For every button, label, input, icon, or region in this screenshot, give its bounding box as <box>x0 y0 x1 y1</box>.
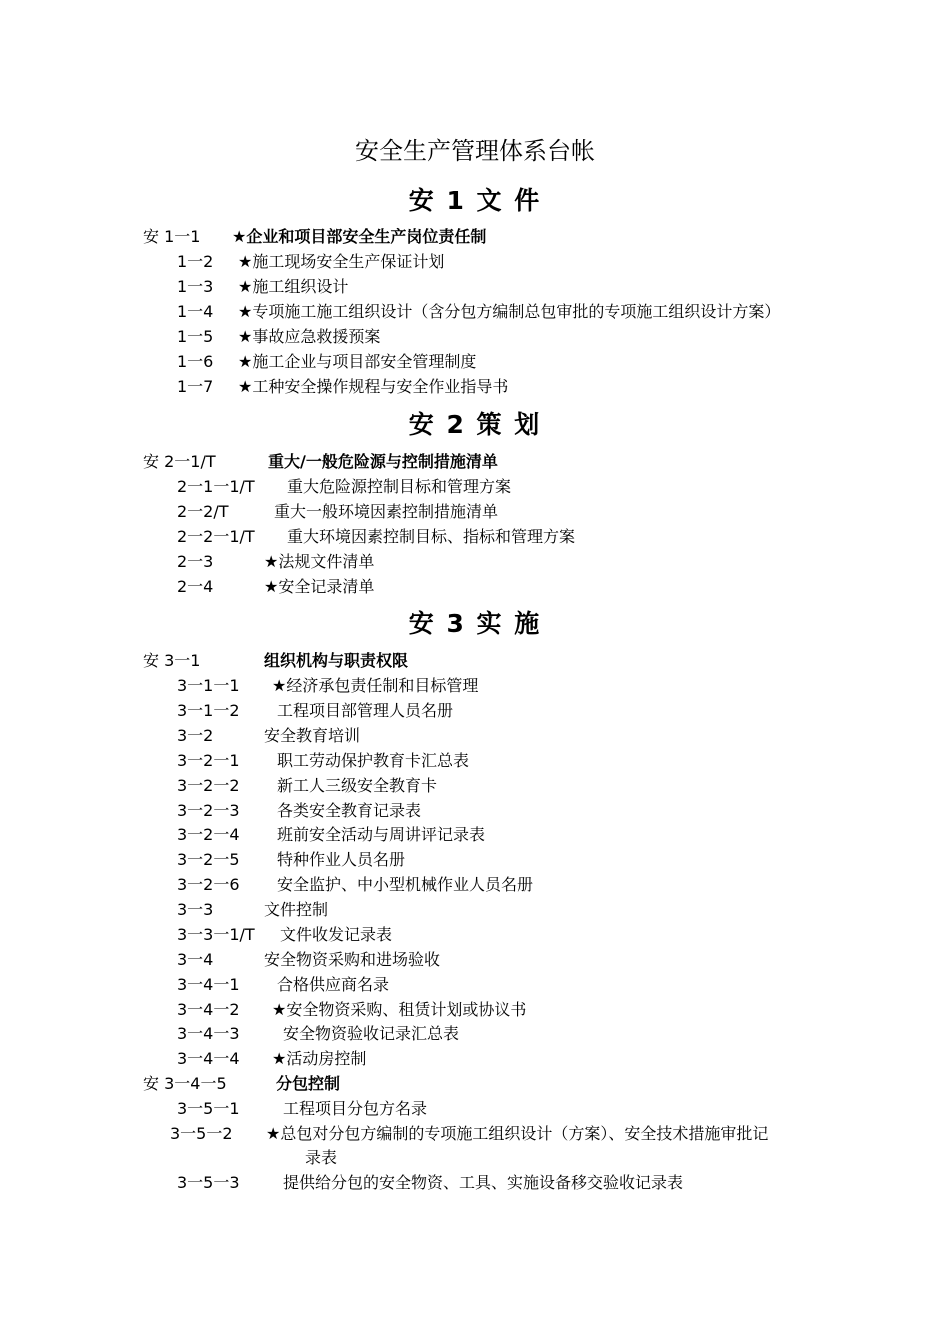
item-text: 安全教育培训 <box>264 726 361 745</box>
item-text: ★企业和项目部安全生产岗位责任制 <box>232 227 487 246</box>
item-code: 3一4 <box>177 950 214 969</box>
item-text: 文件收发记录表 <box>280 925 393 944</box>
item-code: 1一4 <box>177 302 214 321</box>
item-code: 2一2一1/T <box>177 527 255 546</box>
item-code: 安 3一4一5 <box>143 1074 227 1093</box>
section-heading-1: 安 1 文 件 <box>408 186 542 215</box>
item-text: 安全物资采购和进场验收 <box>264 950 441 969</box>
item-text: 分包控制 <box>276 1074 341 1093</box>
item-code: 2一2/T <box>177 502 229 521</box>
item-code: 1一3 <box>177 277 214 296</box>
item-code: 3一2一5 <box>177 850 240 869</box>
item-text: 文件控制 <box>264 900 329 919</box>
item-text: ★工种安全操作规程与安全作业指导书 <box>238 377 509 396</box>
item-text: 特种作业人员名册 <box>277 850 406 869</box>
item-code: 3一2一4 <box>177 825 240 844</box>
section-heading-3: 安 3 实 施 <box>408 609 542 638</box>
item-text: ★施工组织设计 <box>238 277 349 296</box>
item-code: 安 1一1 <box>143 227 201 246</box>
item-code: 2一1一1/T <box>177 477 255 496</box>
item-code: 1一2 <box>177 252 214 271</box>
item-code: 3一4一4 <box>177 1049 240 1068</box>
item-text: ★法规文件清单 <box>264 552 375 571</box>
section-heading-2: 安 2 策 划 <box>408 410 542 439</box>
item-text: 新工人三级安全教育卡 <box>277 776 438 795</box>
item-text: 安全监护、中小型机械作业人员名册 <box>277 875 534 894</box>
item-text: ★安全物资采购、租赁计划或协议书 <box>272 1000 527 1019</box>
item-text: 重大一般环境因素控制措施清单 <box>274 502 499 521</box>
item-text: 合格供应商名录 <box>277 975 390 994</box>
item-code: 1一7 <box>177 377 214 396</box>
item-text: ★总包对分包方编制的专项施工组织设计（方案）、安全技术措施审批记 <box>266 1124 769 1143</box>
item-text: 工程项目分包方名录 <box>283 1099 428 1118</box>
item-text: ★专项施工施工组织设计（含分包方编制总包审批的专项施工组织设计方案） <box>238 302 781 321</box>
item-text: 提供给分包的安全物资、工具、实施设备移交验收记录表 <box>283 1173 684 1192</box>
item-code: 3一2一2 <box>177 776 240 795</box>
item-code: 3一4一3 <box>177 1024 240 1043</box>
item-text: 班前安全活动与周讲评记录表 <box>277 825 486 844</box>
item-code: 安 2一1/T <box>143 452 216 471</box>
item-code: 3一1一1 <box>177 676 240 695</box>
item-text: 组织机构与职责权限 <box>264 651 409 670</box>
item-code: 1一6 <box>177 352 214 371</box>
item-text: ★安全记录清单 <box>264 577 375 596</box>
item-code: 3一2 <box>177 726 214 745</box>
item-code: 3一2一1 <box>177 751 240 770</box>
item-text-continuation: 录表 <box>305 1148 338 1167</box>
item-text: 安全物资验收记录汇总表 <box>283 1024 460 1043</box>
document-title: 安全生产管理体系台帐 <box>355 137 595 165</box>
item-text: ★事故应急救援预案 <box>238 327 381 346</box>
item-code: 3一3一1/T <box>177 925 255 944</box>
item-code: 安 3一1 <box>143 651 201 670</box>
item-code: 3一2一3 <box>177 801 240 820</box>
item-code: 3一5一2 <box>170 1124 233 1143</box>
item-text: ★活动房控制 <box>272 1049 367 1068</box>
item-text: 重大∕一般危险源与控制措施清单 <box>268 452 498 471</box>
item-code: 3一4一2 <box>177 1000 240 1019</box>
item-text: 职工劳动保护教育卡汇总表 <box>277 751 470 770</box>
item-code: 3一2一6 <box>177 875 240 894</box>
item-code: 3一5一3 <box>177 1173 240 1192</box>
item-text: 工程项目部管理人员名册 <box>277 701 454 720</box>
item-code: 3一3 <box>177 900 214 919</box>
item-code: 2一4 <box>177 577 214 596</box>
item-text: ★施工企业与项目部安全管理制度 <box>238 352 477 371</box>
item-text: 重大环境因素控制目标、指标和管理方案 <box>287 527 576 546</box>
item-text: ★经济承包责任制和目标管理 <box>272 676 479 695</box>
item-text: ★施工现场安全生产保证计划 <box>238 252 445 271</box>
item-code: 3一1一2 <box>177 701 240 720</box>
item-text: 各类安全教育记录表 <box>277 801 422 820</box>
item-code: 2一3 <box>177 552 214 571</box>
item-code: 3一4一1 <box>177 975 240 994</box>
item-text: 重大危险源控制目标和管理方案 <box>287 477 512 496</box>
item-code: 3一5一1 <box>177 1099 240 1118</box>
item-code: 1一5 <box>177 327 214 346</box>
